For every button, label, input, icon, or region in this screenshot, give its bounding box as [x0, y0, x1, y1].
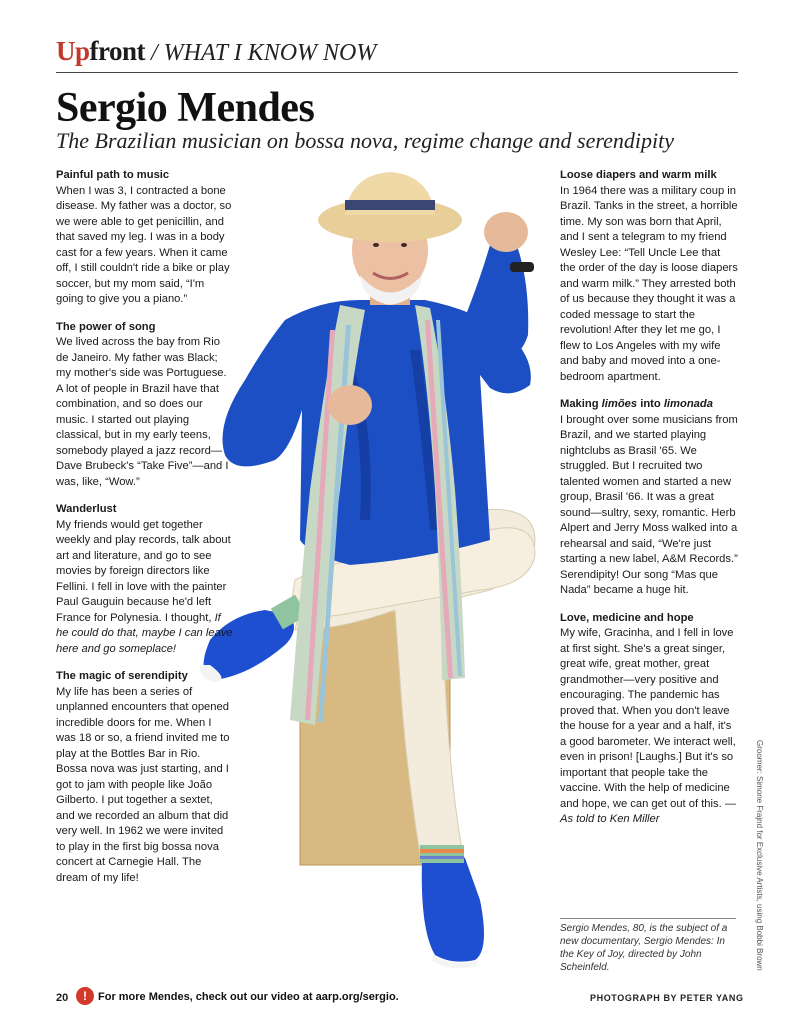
heading-part: into — [637, 398, 664, 410]
header-rule — [56, 72, 738, 73]
deck: The Brazilian musician on bossa nova, regime change and serendipity — [56, 128, 674, 153]
section-label-front: front — [89, 36, 146, 66]
groomer-credit — [754, 740, 768, 980]
section-body: My life has been a series of unplanned encounters that opened incredible doors for me. When I was 18 or so, a friend invited me to play at the Bottles Bar in Rio. Bossa nova was just starting, and I got to jam with people like João Gilberto. I put together a sextet, and we recorded an album that did very well. In 1962 we were invited to play in the first big bossa nova concert at Carnegie Hall. The dream of my life! — [56, 685, 230, 884]
page-number: 20 — [56, 992, 69, 1004]
right-column — [560, 168, 738, 840]
groomer-credit-text: Groomer: Simone Frajnd for Exclusive Artists, using Bobbi Brown — [755, 740, 764, 971]
signoff: —As told to Ken Miller — [560, 797, 737, 825]
heading-italic: limonada — [663, 398, 713, 410]
section-body: In 1964 there was a military coup in Brazil. Tanks in the street, a horrible time. My son was born that April, and I sent a telegram to my friend Wesley Lee: “Tell Uncle Lee that the order of the day is loose diapers and warm milk.” They arrested both of us because they thought it was a coded message to start the revolution! After they let me go, I flew to Los Angeles with my wife and baby and moved into a one-bedroom apartment. — [560, 184, 738, 383]
section-body: We lived across the bay from Rio de Janeiro. My father was Black; my mother's side was Portuguese. A lot of people in Brazil have that combination, and so does our music. I started out playing classical, but in my early teens, somebody played a jazz record—Dave Brubeck's “Take Five”—and I was, like, “Wow.” — [56, 336, 229, 488]
alert-icon: ! — [76, 987, 94, 1005]
section-heading: Wanderlust — [56, 503, 117, 515]
portrait-photo — [190, 160, 570, 1000]
section-label-up: Up — [56, 36, 90, 66]
heading-part: Making — [560, 398, 602, 410]
section-label-subtitle: / WHAT I KNOW NOW — [151, 40, 377, 66]
section-heading: Loose diapers and warm milk — [560, 169, 717, 181]
section-body: When I was 3, I contracted a bone disease. My father was a doctor, so we were able to get penicillin, and that saved my leg. I was in a body cast for a few years. When it came off, I still couldn't ride a bike or play soccer, but my mom said, “I'm going to give you a piano.” — [56, 184, 232, 305]
section-heading — [560, 397, 738, 413]
photo-caption: Sergio Mendes, 80, is the subject of a new documentary, Sergio Mendes: In the Key of Joy, directed by John Scheinfeld. — [560, 918, 736, 974]
section-heading: Painful path to music — [56, 169, 170, 181]
section-label — [56, 36, 746, 68]
section-body-italic: If he could do that, maybe I can leave here and go someplace! — [56, 611, 233, 655]
section-heading: The magic of serendipity — [56, 670, 188, 682]
section-body-text: My wife, Gracinha, and I fell in love at first sight. She's a great singer, great wife, great mother, great grandmother—very positive and encouraging. The pandemic has proved that. When you don't leave the house for a year and a half, it's a good barometer. We interact well, even in prison! [Laughs.] But it's so important that people take the vaccine. With the help of medicine and hope, we can get out of this. — [560, 627, 736, 810]
heading-italic: limões — [601, 398, 638, 410]
section-body: I brought over some musicians from Brazil, and we started playing nightclubs as Brasil '65. We struggled. But I recruited two talented women and started a new group, Brasil '66. It was a great sound—sultry, sexy, romantic. Herb Alpert and Jerry Moss walked into a rehearsal and said, “We're just starting a new label, A&M Records.” Serendipity! Our song “Mas que Nada” became a huge hit. — [560, 413, 738, 596]
section-body-text: My friends would get together weekly and play records, talk about art and literature, and go to see movies by foreign directors like Fellini. I fell in love with the painter Paul Gauguin because he'd left France for Polynesia. I thought, — [56, 518, 231, 624]
left-column — [56, 168, 234, 898]
section-heading: Love, medicine and hope — [560, 611, 694, 624]
headline: Sergio Mendes — [56, 85, 315, 131]
section-heading: The power of song — [56, 320, 156, 333]
right-shoe — [422, 854, 484, 961]
section-body — [560, 626, 738, 828]
photo-credit: PHOTOGRAPH BY PETER YANG — [590, 993, 744, 1003]
video-promo-link[interactable]: For more Mendes, check out our video at aarp.org/sergio. — [98, 991, 399, 1003]
section-body — [56, 518, 234, 658]
